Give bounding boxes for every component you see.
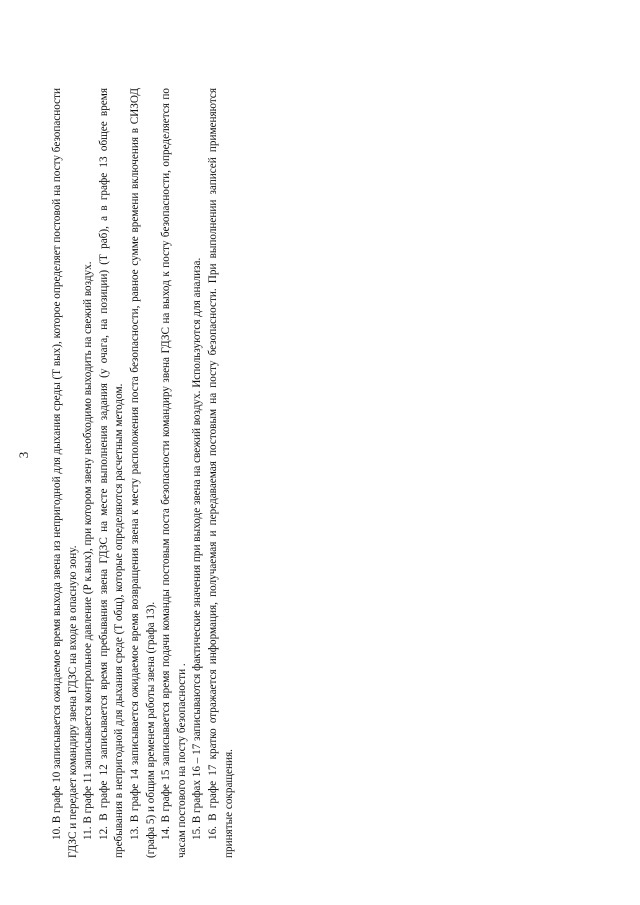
paragraph-15: 15. В графах 16 – 17 записываются фактические значения при выходе звена на свежий воздух. Используются для анализа. bbox=[191, 257, 204, 840]
page-number: 3 bbox=[16, 451, 31, 459]
paragraph-12: 12. В графе 12 записывается время пребывания звена ГДЗС на месте выполнения задания (у очага, на позиции) (Т раб), а в графе 13 общее время пребывания в непригодной для дыхания среде (Т общ), которые определяются расчетным методом. bbox=[97, 88, 126, 858]
paragraph-11: 11. В графе 11 записывается контрольное давление (Р к.вых), при котором звену необходимо выходить на свежий воздух. bbox=[82, 261, 95, 840]
rotated-text-block bbox=[50, 87, 235, 858]
paragraph-13: 13. В графе 14 записывается ожидаемое время возвращения звена к месту расположения поста безопасности, равное сумме времени включения в СИЗОД (графа 5) и общим временем работы звена (графа 13). bbox=[128, 88, 157, 858]
paragraph-16: 16. В графе 17 кратко отражается информация, получаемая и передаваемая постовым на посту безопасности. При выполнении записей применяются принятые сокращения. bbox=[206, 88, 235, 858]
paragraph-14: 14. В графе 15 записывается время подачи команды постовым поста безопасности командиру звена ГДЗС на выход к посту безопасности, определяется по часам постового на посту безопасности . bbox=[160, 88, 188, 858]
paragraph-10: 10. В графе 10 записывается ожидаемое время выхода звена из непригодной для дыхания среды (Т вых), которое определяет постовой на посту безопасности ГДЗС и передает командиру звена ГДЗС на входе в опасную зону. bbox=[51, 87, 79, 858]
